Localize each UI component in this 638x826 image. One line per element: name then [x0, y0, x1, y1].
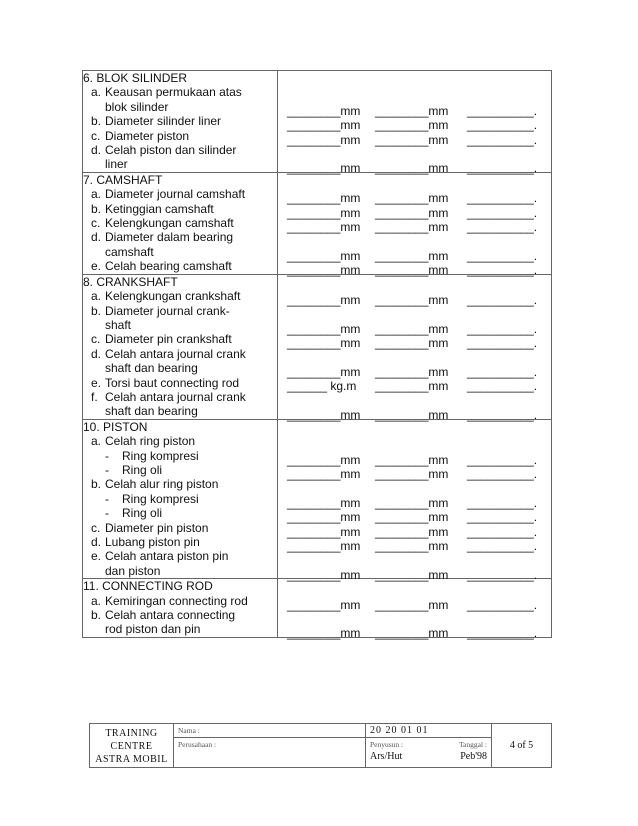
item-label: a.: [91, 434, 102, 449]
item-text: Diameter journal crank-: [105, 303, 230, 318]
measurement-blank[interactable]: ________mm: [375, 321, 449, 336]
list-item: [83, 376, 277, 390]
measurement-blank[interactable]: ________mm: [287, 103, 361, 118]
document-code: 20 20 01 01: [366, 724, 491, 738]
measurement-blank[interactable]: ________mm: [287, 510, 361, 525]
section-row: [83, 579, 552, 638]
remark-blank[interactable]: __________.: [467, 408, 538, 423]
list-item: [83, 347, 277, 376]
item-label: c.: [91, 216, 101, 231]
list-item: [83, 216, 277, 230]
item-label: d.: [91, 346, 102, 361]
tanggal-label: Tanggal :: [458, 740, 487, 749]
section-row: [83, 172, 552, 274]
remark-blank[interactable]: __________.: [467, 379, 538, 394]
sub-item-dash: -: [105, 462, 109, 477]
item-label: d.: [91, 143, 102, 158]
item-text: Ketinggian camshaft: [105, 201, 214, 216]
measurement-blank[interactable]: ________mm: [375, 132, 449, 147]
item-text: Celah antara journal crank: [105, 389, 246, 404]
value-row: [278, 322, 551, 336]
item-text: Diameter dalam bearing: [105, 230, 234, 245]
item-label: a.: [91, 85, 102, 100]
section-values: [278, 579, 552, 641]
item-text: Diameter piston: [105, 128, 190, 143]
sub-item-text: Ring oli: [122, 506, 163, 521]
remark-blank[interactable]: __________.: [467, 220, 538, 235]
list-item: [83, 129, 277, 143]
measurement-table: [82, 70, 552, 641]
penyusun-value: Ars/Hut: [370, 751, 403, 762]
sub-item-text: Ring oli: [122, 462, 163, 477]
item-text: Kelengkungan camshaft: [105, 216, 234, 231]
list-item: [83, 230, 277, 259]
item-text: Celah antara journal crank: [105, 346, 246, 361]
measurement-blank[interactable]: ________mm: [287, 161, 361, 176]
org-line-1: TRAINING: [105, 728, 158, 739]
item-text: Diameter silinder liner: [105, 114, 222, 129]
item-text: Diameter journal camshaft: [105, 187, 246, 202]
list-item: [83, 594, 277, 608]
value-row: [278, 249, 551, 263]
section-title: 8. CRANKSHAFT: [83, 274, 178, 289]
measurement-blank[interactable]: ________mm: [287, 336, 361, 351]
list-item: [83, 549, 277, 578]
section-row: [83, 71, 552, 173]
measurement-blank[interactable]: ________mm: [287, 132, 361, 147]
measurement-blank[interactable]: ________mm: [287, 466, 361, 481]
item-label: b.: [91, 303, 102, 318]
remark-blank[interactable]: __________.: [467, 293, 538, 308]
measurement-blank[interactable]: ______ kg.m: [287, 379, 357, 394]
measurement-blank[interactable]: ________mm: [287, 408, 361, 423]
remark-blank[interactable]: __________.: [467, 191, 538, 206]
item-label: c.: [91, 520, 101, 535]
item-label: b.: [91, 201, 102, 216]
section-items: [83, 419, 278, 578]
item-label: c.: [91, 332, 101, 347]
item-label: a.: [91, 593, 102, 608]
remark-blank[interactable]: __________.: [467, 466, 538, 481]
list-item: [83, 259, 277, 273]
item-label: d.: [91, 230, 102, 245]
perusahaan-field[interactable]: Perusahaan :: [178, 740, 217, 749]
remark-blank[interactable]: __________.: [467, 452, 538, 467]
item-text-continued: liner: [105, 157, 128, 172]
section-values: [278, 71, 552, 176]
list-item: [83, 477, 277, 491]
item-label: e.: [91, 375, 102, 390]
remark-blank[interactable]: __________.: [467, 161, 538, 176]
section-items: [83, 579, 278, 638]
measurement-blank[interactable]: ________mm: [287, 538, 361, 553]
item-label: b.: [91, 477, 102, 492]
remark-blank[interactable]: __________.: [467, 132, 538, 147]
org-line-2: CENTRE: [110, 741, 153, 752]
measurement-blank[interactable]: ________mm: [287, 321, 361, 336]
value-row: [278, 118, 551, 132]
item-text: Lubang piston pin: [105, 535, 200, 549]
remark-blank[interactable]: __________.: [467, 567, 538, 582]
item-label: c.: [91, 128, 101, 143]
remark-blank[interactable]: __________.: [467, 321, 538, 336]
section-values: [278, 419, 552, 582]
measurement-blank[interactable]: ________mm: [375, 118, 449, 133]
measurement-blank[interactable]: ________mm: [287, 365, 361, 380]
value-row: [278, 467, 551, 481]
section-items: [83, 274, 278, 419]
list-item: [83, 434, 277, 448]
measurement-blank[interactable]: ________mm: [375, 597, 449, 612]
value-row: [278, 133, 551, 147]
item-text-continued: shaft dan bearing: [105, 404, 198, 419]
item-text: Diameter pin crankshaft: [105, 332, 232, 347]
item-label: a.: [91, 187, 102, 202]
section-title: 6. BLOK SILINDER: [83, 71, 188, 85]
measurement-blank[interactable]: ________mm: [375, 408, 449, 423]
measurement-blank[interactable]: ________mm: [375, 452, 449, 467]
remark-blank[interactable]: __________.: [467, 263, 538, 278]
section-title: 7. CAMSHAFT: [83, 172, 163, 187]
sub-item: [83, 463, 277, 477]
item-text: Celah antara connecting: [105, 608, 236, 623]
measurement-blank[interactable]: ________mm: [375, 538, 449, 553]
measurement-blank[interactable]: ________mm: [287, 220, 361, 235]
sub-item-text: Ring kompresi: [122, 491, 199, 506]
list-item: [83, 202, 277, 216]
measurement-blank[interactable]: ________mm: [375, 626, 449, 641]
measurement-blank[interactable]: ________mm: [375, 248, 449, 263]
list-item: [83, 608, 277, 637]
measurement-blank[interactable]: ________mm: [375, 567, 449, 582]
document-footer: [89, 723, 552, 768]
value-row: [278, 626, 551, 640]
measurement-blank[interactable]: ________mm: [375, 205, 449, 220]
item-text: Kemiringan connecting rod: [105, 593, 248, 608]
item-text: Keausan permukaan atas: [105, 85, 242, 100]
item-text: Diameter pin piston: [105, 520, 209, 535]
remark-blank[interactable]: __________.: [467, 495, 538, 510]
value-row: [278, 293, 551, 307]
sub-item-text: Ring kompresi: [122, 448, 199, 463]
measurement-blank[interactable]: ________mm: [287, 263, 361, 278]
item-label: e.: [91, 259, 102, 274]
sub-item-dash: -: [105, 506, 109, 521]
section-row: [83, 419, 552, 578]
measurement-blank[interactable]: ________mm: [375, 524, 449, 539]
item-label: d.: [91, 535, 102, 549]
list-item: [83, 521, 277, 535]
item-label: a.: [91, 289, 102, 304]
measurement-blank[interactable]: ________mm: [287, 567, 361, 582]
tanggal-value: Peb'98: [460, 751, 487, 762]
measurement-blank[interactable]: ________mm: [375, 161, 449, 176]
measurement-blank[interactable]: ________mm: [287, 118, 361, 133]
remark-blank[interactable]: __________.: [467, 336, 538, 351]
remark-blank[interactable]: __________.: [467, 538, 538, 553]
list-item: [83, 332, 277, 346]
section-values: [278, 172, 552, 278]
measurement-blank[interactable]: ________mm: [375, 379, 449, 394]
list-item: [83, 187, 277, 201]
value-row: [278, 539, 551, 553]
list-item: [83, 390, 277, 419]
sub-item: [83, 506, 277, 520]
measurement-blank[interactable]: ________mm: [375, 495, 449, 510]
value-row: [278, 104, 551, 118]
item-label: e.: [91, 549, 102, 564]
remark-blank[interactable]: __________.: [467, 248, 538, 263]
sub-item: [83, 492, 277, 506]
value-row: [278, 598, 551, 612]
measurement-blank[interactable]: ________mm: [287, 597, 361, 612]
measurement-blank[interactable]: ________mm: [287, 626, 361, 641]
remark-blank[interactable]: __________.: [467, 205, 538, 220]
section-row: [83, 274, 552, 419]
measurement-blank[interactable]: ________mm: [287, 293, 361, 308]
list-item: [83, 535, 277, 549]
list-item: [83, 114, 277, 128]
item-text: Kelengkungan crankshaft: [105, 289, 241, 304]
item-text: Celah ring piston: [105, 434, 196, 449]
measurement-blank[interactable]: ________mm: [287, 495, 361, 510]
item-text: Celah piston dan silinder: [105, 143, 237, 158]
item-text-continued: shaft dan bearing: [105, 361, 198, 376]
item-text-continued: dan piston: [105, 563, 161, 578]
item-label: b.: [91, 608, 102, 623]
remark-blank[interactable]: __________.: [467, 626, 538, 641]
remark-blank[interactable]: __________.: [467, 524, 538, 539]
item-label: b.: [91, 114, 102, 129]
remark-blank[interactable]: __________.: [467, 103, 538, 118]
item-text-continued: shaft: [105, 317, 132, 332]
org-line-3: ASTRA MOBIL: [95, 754, 168, 765]
value-row: [278, 365, 551, 379]
value-row: [278, 379, 551, 393]
organization-block: [90, 724, 174, 768]
measurement-blank[interactable]: ________mm: [287, 248, 361, 263]
list-item: [83, 143, 277, 172]
value-row: [278, 191, 551, 205]
measurement-blank[interactable]: ________mm: [375, 103, 449, 118]
section-items: [83, 71, 278, 173]
list-item: [83, 85, 277, 114]
value-row: [278, 496, 551, 510]
value-row: [278, 220, 551, 234]
item-text: Celah antara piston pin: [105, 549, 229, 564]
remark-blank[interactable]: __________.: [467, 365, 538, 380]
item-text: Celah alur ring piston: [105, 477, 219, 492]
item-text: Celah bearing camshaft: [105, 259, 232, 274]
measurement-blank[interactable]: ________mm: [375, 293, 449, 308]
measurement-blank[interactable]: ________mm: [375, 365, 449, 380]
measurement-blank[interactable]: ________mm: [375, 220, 449, 235]
remark-blank[interactable]: __________.: [467, 510, 538, 525]
item-text-continued: blok silinder: [105, 99, 169, 114]
measurement-blank[interactable]: ________mm: [287, 191, 361, 206]
sub-item: [83, 449, 277, 463]
item-text-continued: rod piston dan pin: [105, 622, 201, 637]
name-company-fields: [174, 724, 366, 768]
section-values: [278, 274, 552, 423]
section-title: 10. PISTON: [83, 419, 148, 434]
value-row: [278, 510, 551, 524]
penyusun-label: Penyusun :: [370, 740, 404, 749]
value-row: [278, 453, 551, 467]
measurement-blank[interactable]: ________mm: [375, 466, 449, 481]
measurement-blank[interactable]: ________mm: [375, 510, 449, 525]
remark-blank[interactable]: __________.: [467, 118, 538, 133]
nama-field[interactable]: Nama :: [174, 724, 365, 738]
measurement-blank[interactable]: ________mm: [287, 452, 361, 467]
measurement-blank[interactable]: ________mm: [375, 336, 449, 351]
section-items: [83, 172, 278, 274]
remark-blank[interactable]: __________.: [467, 597, 538, 612]
list-item: [83, 289, 277, 303]
item-text: Torsi baut connecting rod: [105, 375, 240, 390]
value-row: [278, 525, 551, 539]
document-info: [366, 724, 492, 768]
item-text-continued: camshaft: [105, 244, 154, 259]
measurement-blank[interactable]: ________mm: [287, 205, 361, 220]
section-title: 11. CONNECTING ROD: [83, 579, 213, 594]
sub-item-dash: -: [105, 448, 109, 463]
value-row: [278, 336, 551, 350]
measurement-blank[interactable]: ________mm: [375, 263, 449, 278]
sub-item-dash: -: [105, 491, 109, 506]
measurement-blank[interactable]: ________mm: [287, 524, 361, 539]
measurement-blank[interactable]: ________mm: [375, 191, 449, 206]
list-item: [83, 304, 277, 333]
page-number: 4 of 5: [492, 724, 552, 768]
value-row: [278, 206, 551, 220]
item-label: f.: [91, 389, 98, 404]
